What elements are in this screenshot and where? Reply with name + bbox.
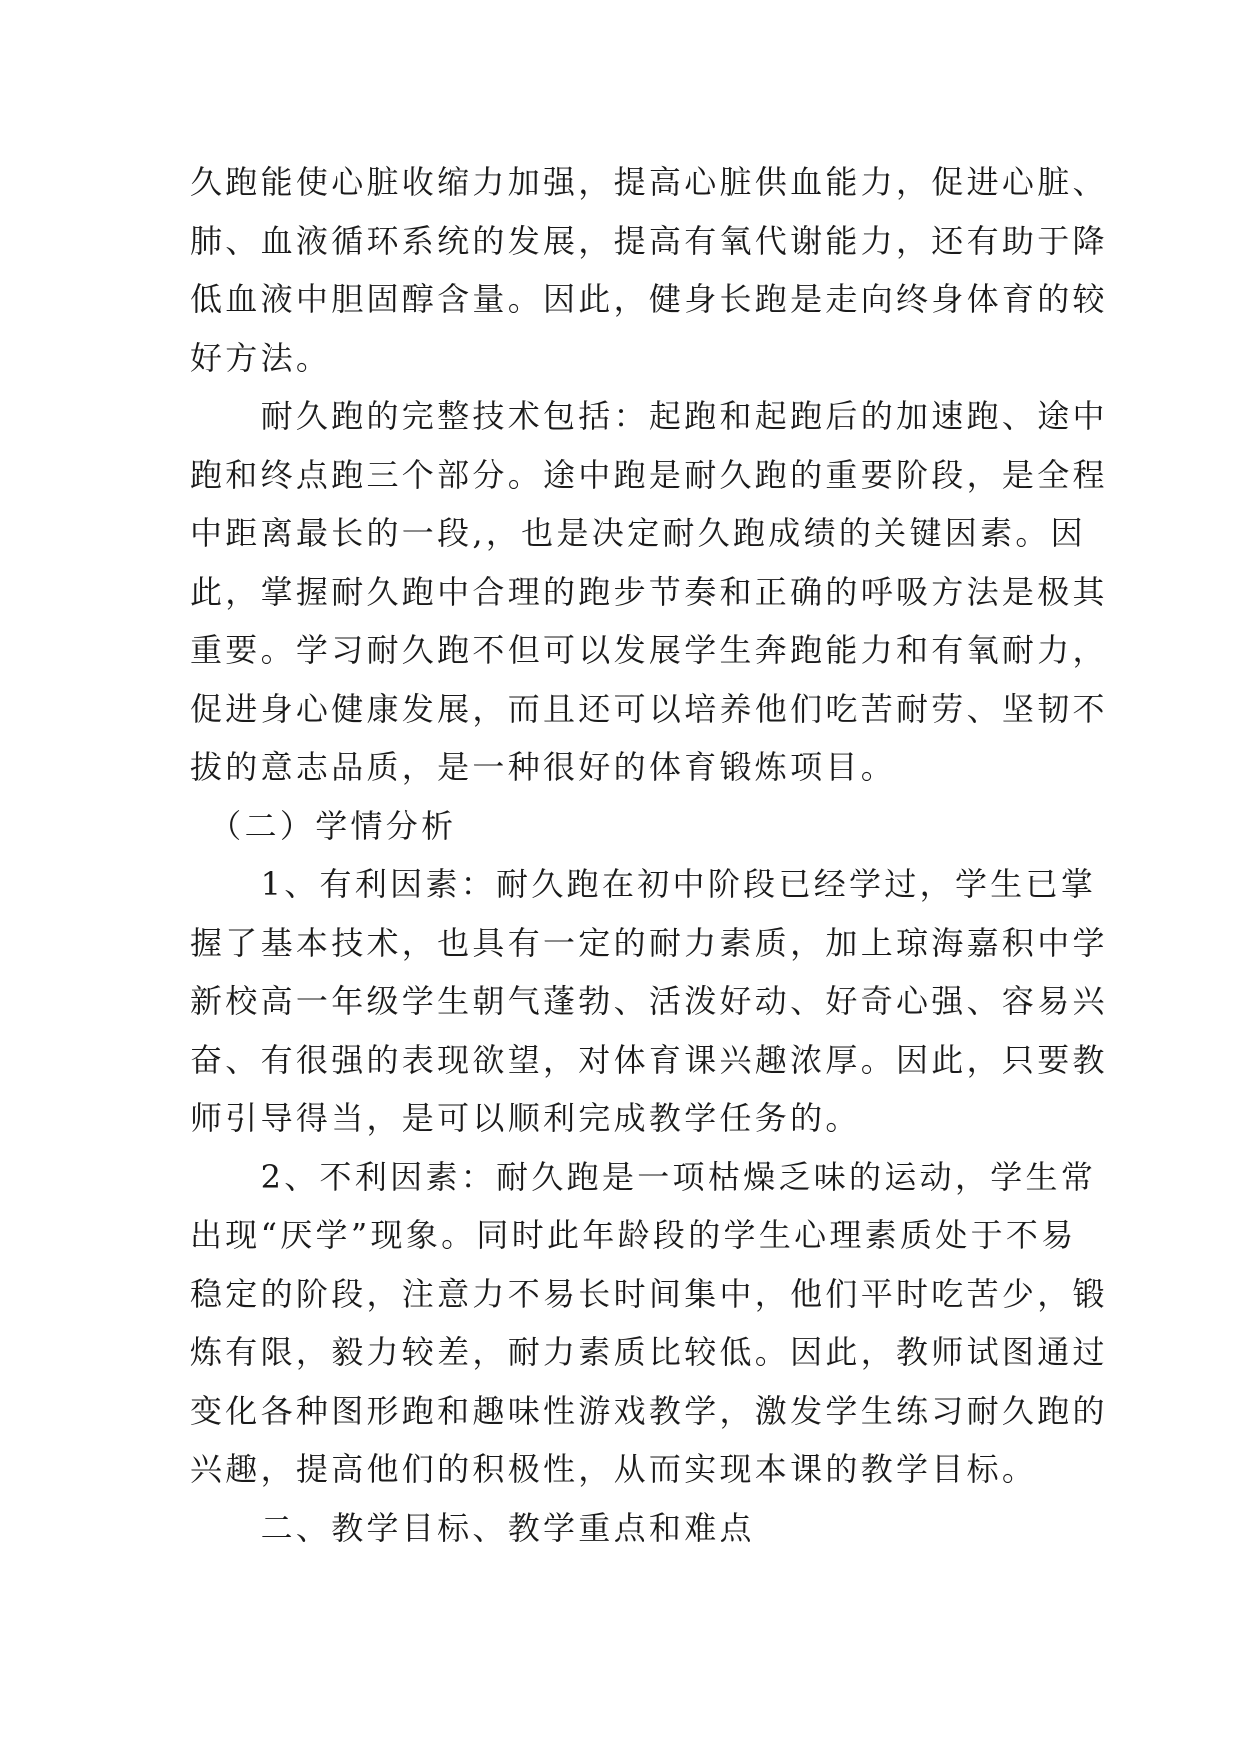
text-line: 稳定的阶段，注意力不易长时间集中，他们平时吃苦少，锻: [190, 1274, 1108, 1313]
text-line: 奋、有很强的表现欲望，对体育课兴趣浓厚。因此，只要教: [190, 1040, 1108, 1079]
text-line: 促进身心健康发展，而且还可以培养他们吃苦耐劳、坚韧不: [190, 689, 1108, 728]
text-line: 好方法。: [190, 338, 332, 377]
heading-teaching-objectives: [190, 1499, 1050, 1558]
heading-student-analysis: [190, 797, 1050, 856]
paragraph-benefits: [190, 153, 1108, 387]
text-line: 师引导得当，是可以顺利完成教学任务的。: [190, 1099, 861, 1137]
text-line: 出现“厌学”现象。同时此年龄段的学生心理素质处于不易: [190, 1216, 1077, 1254]
paragraph-favorable-factors: [190, 855, 1108, 1148]
document-body: [190, 153, 1108, 1557]
text-line: 中距离最长的一段,，也是决定耐久跑成绩的关键因素。因: [190, 514, 1086, 552]
text-line: 握了基本技术，也具有一定的耐力素质，加上琼海嘉积中学: [190, 923, 1108, 962]
paragraph-technique: [190, 387, 1108, 797]
text-line: 跑和终点跑三个部分。途中跑是耐久跑的重要阶段，是全程: [190, 455, 1108, 494]
text-line: 炼有限，毅力较差，耐力素质比较低。因此，教师试图通过: [190, 1333, 1108, 1371]
paragraph-unfavorable-factors: [190, 1148, 1108, 1499]
text-line: 耐久跑的完整技术包括：起跑和起跑后的加速跑、途中: [190, 397, 1108, 435]
text-line: 此，掌握耐久跑中合理的跑步节奏和正确的呼吸方法是极其: [190, 572, 1108, 611]
section-heading: 二、教学目标、教学重点和难点: [190, 1508, 755, 1547]
text-line: 新校高一年级学生朝气蓬勃、活泼好动、好奇心强、容易兴: [190, 982, 1108, 1020]
text-line: 低血液中胆固醇含量。因此，健身长跑是走向终身体育的较: [190, 280, 1108, 318]
text-line: 久跑能使心脏收缩力加强，提高心脏供血能力，促进心脏、: [190, 163, 1108, 201]
text-line: 2、不利因素：耐久跑是一项枯燥乏味的运动，学生常: [190, 1157, 1097, 1196]
text-line: 拔的意志品质，是一种很好的体育锻炼项目。: [190, 748, 897, 786]
text-line: 1、有利因素：耐久跑在初中阶段已经学过，学生已掌: [190, 865, 1097, 903]
text-line: 变化各种图形跑和趣味性游戏教学，激发学生练习耐久跑的: [190, 1391, 1108, 1430]
text-line: 兴趣，提高他们的积极性，从而实现本课的教学目标。: [190, 1450, 1038, 1488]
text-line: 肺、血液循环系统的发展，提高有氧代谢能力，还有助于降: [190, 221, 1108, 260]
section-heading: （二）学情分析: [190, 806, 457, 845]
text-line: 重要。学习耐久跑不但可以发展学生奔跑能力和有氧耐力，: [190, 631, 1108, 669]
